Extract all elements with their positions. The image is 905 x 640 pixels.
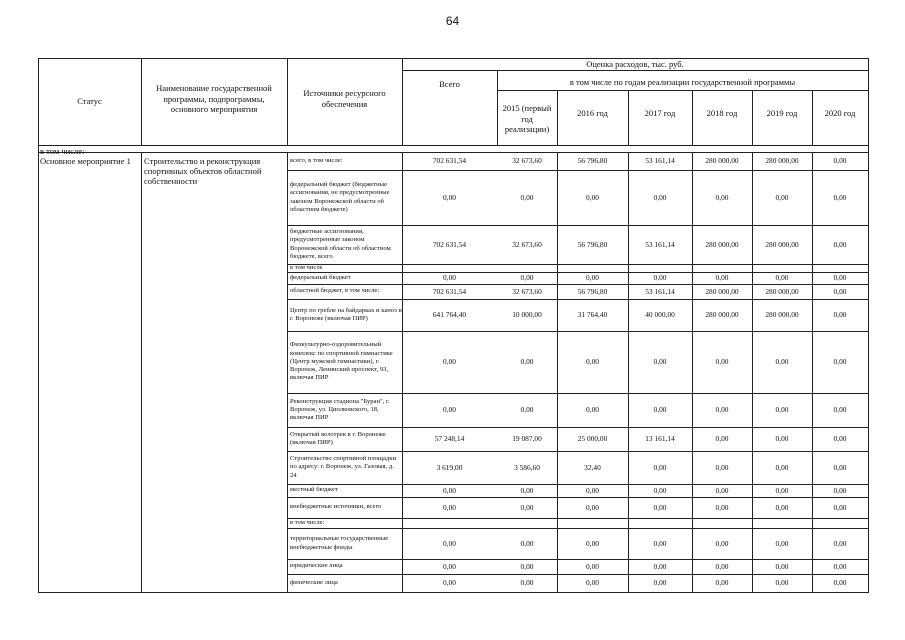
value-cell: 0,00 [775,462,789,472]
value-cell: 0,00 [520,357,534,366]
value-cell: 53 161,14 [645,239,675,249]
status-label: Основное мероприятие 1 [40,156,131,166]
page-number: 64 [445,14,460,28]
estimate-header: Оценка расходов, тыс. руб. [586,59,684,69]
value-cell: 0,00 [653,561,667,571]
value-cell: 0,00 [833,239,847,249]
value-cell: 40 000,00 [645,310,675,319]
value-cell: 0,00 [653,485,667,495]
value-cell: 0,00 [775,405,789,414]
value-cell: 0,00 [586,578,599,587]
value-cell [812,518,868,528]
value-cell: 0,00 [715,561,729,571]
value-cell: 0,00 [443,561,456,571]
value-cell: 0,00 [833,538,847,548]
value-cell: 19 087,00 [512,434,542,443]
header-col-line [402,58,403,145]
value-cell: 0,00 [833,273,847,282]
value-cell: 280 000,00 [765,156,799,165]
value-cell: 56 796,80 [577,156,608,165]
value-cell: 0,00 [833,578,847,587]
value-cell: 0,00 [653,405,667,414]
value-cell [752,264,812,272]
value-cell: 0,00 [653,538,667,548]
value-cell: 0,00 [715,462,729,472]
value-cell: 0,00 [586,273,599,282]
value-cell: 0,00 [443,538,456,548]
value-cell [557,264,628,272]
value-cell: 32,40 [584,462,601,472]
value-cell: 0,00 [775,538,789,548]
value-cell: 0,00 [586,502,599,512]
value-cell: 0,00 [833,434,847,443]
table-right-border [868,58,869,593]
header-col-line [557,90,558,145]
year-2016-header: 2016 год [577,108,608,118]
source-cell: юридические лица [290,562,343,570]
value-cell: 0,00 [443,502,456,512]
value-cell: 0,00 [715,192,729,202]
value-cell: 57 248,14 [434,434,465,443]
value-cell: 0,00 [443,405,456,414]
value-cell: 0,00 [520,273,534,282]
by-years-header: в том числе по годам реализации государственной программы [569,77,796,87]
source-cell: Строительство спортивной площадки по адресу: г. Воронеж, ул. Газовая, д. 24 [290,455,397,479]
value-cell: 0,00 [833,156,847,165]
table-left-border [38,58,39,592]
value-cell: 32 673,60 [512,239,542,249]
value-cell: 0,00 [443,273,456,282]
value-cell [812,264,868,272]
value-cell [692,518,752,528]
value-cell: 0,00 [653,192,667,202]
value-cell: 53 161,14 [645,286,675,296]
source-cell: Реконструкция стадиона "Буран", г. Воронеж, ул. Циолковского, 18, включая ПИР [290,397,390,422]
value-cell [628,518,692,528]
header-col-line [287,58,288,145]
value-cell: 0,00 [715,273,729,282]
value-cell [752,518,812,528]
value-cell: 32 673,60 [512,156,542,165]
value-cell: 0,00 [833,405,847,414]
value-cell: 0,00 [775,578,789,587]
value-cell: 0,00 [586,485,599,495]
year-2017-header: 2017 год [644,108,676,118]
value-cell: 0,00 [520,561,534,571]
source-cell: федеральный бюджет [290,273,351,281]
value-cell: 0,00 [775,485,789,495]
value-cell: 0,00 [520,502,534,512]
value-cell: 0,00 [653,357,667,366]
value-cell: 0,00 [833,357,847,366]
value-cell: 0,00 [715,405,729,414]
source-cell: внебюджетные источники, всего [290,503,382,511]
value-cell: 0,00 [833,462,847,472]
value-cell: 0,00 [520,485,534,495]
value-cell: 0,00 [443,485,456,495]
value-cell: 0,00 [775,561,789,571]
value-cell: 0,00 [775,434,789,443]
value-cell: 280 000,00 [705,286,739,296]
value-cell: 31 764,40 [577,310,608,319]
source-cell: территориальные государственные внебюджетные фонды [290,535,389,551]
value-cell: 0,00 [833,502,847,512]
header-col-line [692,90,693,145]
header-estimate-line [402,70,868,71]
value-cell: 0,00 [443,357,456,366]
table-bottom-border [38,592,869,593]
value-cell: 25 000,00 [577,434,608,443]
activity-name: Строительство и реконструкция спортивных объектов областной собственности [144,156,262,186]
value-cell: 0,00 [520,192,534,202]
total-header: Всего [439,79,460,89]
value-cell: 56 796,80 [577,239,608,249]
value-cell: 32 673,60 [512,286,542,296]
value-cell: 0,00 [520,578,534,587]
value-cell [402,518,497,528]
value-cell: 0,00 [833,561,847,571]
value-cell [692,264,752,272]
value-cell: 702 631,54 [432,286,467,296]
value-cell: 0,00 [586,192,599,202]
value-cell: 0,00 [586,405,599,414]
value-cell [497,518,557,528]
value-cell: 53 161,14 [645,156,675,165]
value-cell: 0,00 [775,273,789,282]
value-cell: 0,00 [653,578,667,587]
value-cell: 0,00 [586,561,599,571]
value-cell: 0,00 [520,405,534,414]
year-2019-header: 2019 год [766,108,798,118]
value-cell [628,264,692,272]
source-cell: бюджетные ассигнования, предусмотренные законом Воронежской области об областном бюджете, всего [290,228,391,260]
source-cell: Физкультурно-оздоровительный комплекс по спортивной гимнастике (Центр мужской гимнастики), г. Воронеж, Ленинский проспект, 93, включая ПИР [290,341,393,382]
value-cell: 280 000,00 [765,239,799,249]
year-2018-header: 2018 год [706,108,738,118]
status-header: Статус [77,96,102,106]
body-col-line [287,152,288,592]
value-cell: 0,00 [775,502,789,512]
value-cell: 0,00 [715,485,729,495]
value-cell: 0,00 [775,357,789,366]
source-cell: Открытый велотрек в г. Воронеже (включая ПИР) [290,430,386,446]
source-cell: физические лица [290,578,338,586]
header-col-line [752,90,753,145]
program-name-header: Наименование государственной программы, подпрограммы, основного мероприятия [156,83,272,114]
value-cell: 0,00 [715,434,729,443]
source-cell: в том числе [290,265,323,271]
value-cell: 0,00 [833,286,847,296]
value-cell: 280 000,00 [705,310,739,319]
source-cell: Центр по гребле на байдарках и каноэ в г. Воронеже (включая ПИР) [290,306,402,322]
value-cell [497,264,557,272]
sources-header: Источники ресурсного обеспечения [303,88,386,109]
value-cell: 0,00 [653,462,667,472]
value-cell: 0,00 [833,485,847,495]
source-cell: в том числе: [290,519,325,526]
value-cell: 3 619,00 [436,462,463,472]
value-cell: 702 631,54 [432,156,467,165]
value-cell: 0,00 [586,538,599,548]
header-bottom-line [38,145,868,146]
source-cell: местный бюджет [290,486,338,494]
header-col-line [141,58,142,145]
value-cell: 10 000,00 [512,310,542,319]
value-cell: 280 000,00 [705,239,739,249]
year-2020-header: 2020 год [824,108,856,118]
value-cell: 0,00 [715,502,729,512]
value-cell: 0,00 [586,357,599,366]
value-cell: 280 000,00 [765,286,799,296]
value-cell: 3 586,60 [514,462,540,472]
value-cell: 0,00 [833,192,847,202]
in-that-number-label: в том числе: [40,146,85,156]
value-cell: 641 764,40 [432,310,467,319]
value-cell [557,518,628,528]
value-cell: 280 000,00 [705,156,739,165]
value-cell: 0,00 [775,192,789,202]
value-cell: 0,00 [653,502,667,512]
value-cell: 0,00 [715,538,729,548]
body-col-line [141,152,142,592]
value-cell: 0,00 [833,310,847,319]
value-cell: 0,00 [520,538,534,548]
value-cell: 0,00 [653,273,667,282]
value-cell: 13 161,14 [645,434,675,443]
value-cell: 56 796,80 [577,286,608,296]
value-cell: 0,00 [443,192,456,202]
source-cell: всего, в том числе: [290,156,343,164]
value-cell: 0,00 [443,578,456,587]
header-col-line [628,90,629,145]
value-cell: 702 631,54 [432,239,467,249]
source-cell: федеральный бюджет (бюджетные ассигнования, не предусмотренные законом Воронежской области об областном бюджете) [290,181,390,213]
header-col-line [812,90,813,145]
value-cell: 280 000,00 [765,310,799,319]
value-cell: 0,00 [715,578,729,587]
value-cell [402,264,497,272]
value-cell: 0,00 [715,357,729,366]
source-cell: областной бюджет, в том числе: [290,287,380,295]
year-2015-header: 2015 (первый год реализации) [502,103,552,134]
